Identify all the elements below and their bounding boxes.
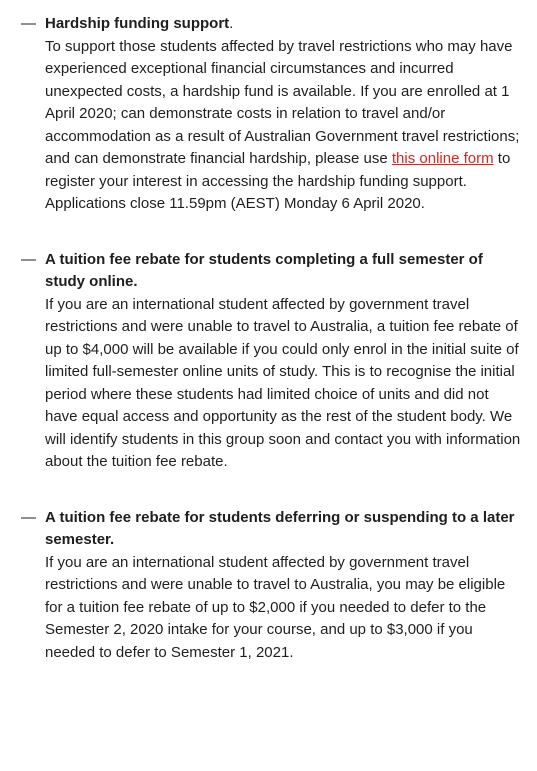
item-body: [45, 36, 523, 216]
online-form-link[interactable]: this online form: [391, 150, 494, 167]
item-body: If you are an international student affected by government travel restrictions and were unable to travel to Australia, a tuition fee rebate of up to $4,000 will be available if you could only enrol in the initial suite of limited full-semester online units of study. This is to recognise the initial period where these students had limited choice of units and did not have equal access and opportunity as the rest of the student body. We will identify students in this group soon and contact you with information about the tuition fee rebate.: [45, 295, 521, 470]
list-item-hardship-funding: [0, 13, 537, 216]
item-heading: A tuition fee rebate for students deferring or suspending to a later semester.: [45, 508, 515, 548]
list-bullet-dash: —: [21, 250, 36, 268]
list-item-full-semester-rebate: [0, 249, 537, 474]
list-bullet-dash: —: [21, 508, 36, 526]
item-heading: Hardship funding support: [45, 15, 230, 32]
item-heading: A tuition fee rebate for students completing a full semester of study online.: [45, 250, 483, 290]
body-text-after-link: to register your interest in accessing the hardship funding support. Applications close 11.59pm (AEST) Monday 6 April 2020.: [45, 150, 511, 212]
item-body: If you are an international student affected by government travel restrictions and were unable to travel to Australia, you may be eligible for a tuition fee rebate of up to $2,000 if you needed to defer to the Semester 2, 2020 intake for your course, and up to $3,000 if you needed to defer to Semester 1, 2021.: [45, 553, 506, 661]
heading-punctuation: .: [229, 15, 234, 32]
body-text-before-link: To support those students affected by travel restrictions who may have experienced exceptional financial circumstances and incurred unexpected costs, a hardship fund is available. If you are enrolled at 1 April 2020; can demonstrate costs in relation to travel and/or accommodation as a result of Australian Government travel restrictions; and can demonstrate financial hardship, please use: [45, 37, 520, 167]
list-bullet-dash: —: [21, 15, 36, 32]
item-text: [45, 13, 523, 36]
list-item-deferral-rebate: [0, 507, 537, 665]
support-list: [0, 13, 537, 664]
